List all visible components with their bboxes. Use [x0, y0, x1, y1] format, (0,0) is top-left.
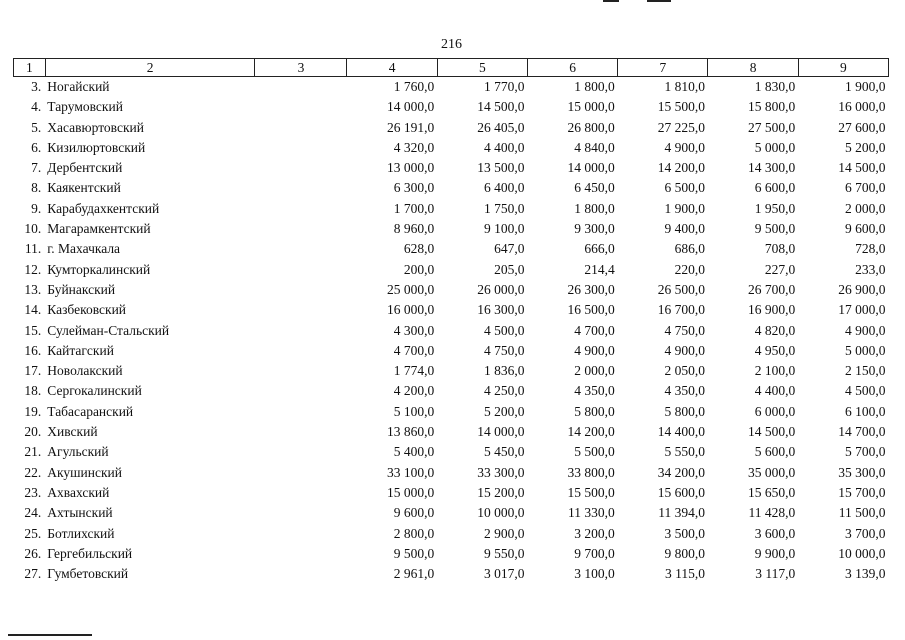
value-cell-col-9: 27 600,0 — [838, 119, 886, 135]
row-number: 24. — [24, 505, 42, 521]
value-cell-col-8: 15 800,0 — [747, 99, 796, 115]
row-number: 26. — [24, 545, 42, 561]
value-cell-col-7: 2 050,0 — [664, 363, 705, 379]
value-cell-col-6: 6 450,0 — [574, 180, 615, 196]
value-cell-col-7: 4 900,0 — [664, 342, 705, 358]
value-cell-col-8: 6 600,0 — [754, 180, 796, 196]
value-cell-col-8: 3 600,0 — [754, 525, 796, 541]
value-cell-col-6: 15 000,0 — [567, 99, 615, 115]
table-row — [14, 280, 889, 300]
row-number: 20. — [24, 424, 42, 440]
table-row — [14, 402, 889, 422]
value-cell-col-9: 3 139,0 — [845, 566, 886, 582]
row-number: 7. — [31, 160, 42, 176]
value-cell-col-5: 15 200,0 — [477, 484, 525, 500]
district-name: Буйнакский — [47, 281, 116, 297]
row-number: 12. — [24, 261, 42, 277]
table-row — [14, 219, 889, 239]
column-header-9: 9 — [798, 59, 888, 77]
table-row — [14, 300, 889, 320]
value-cell-col-8: 2 100,0 — [754, 363, 796, 379]
row-number: 16. — [24, 342, 42, 358]
value-cell-col-8: 1 830,0 — [754, 79, 796, 94]
value-cell-col-5: 4 750,0 — [483, 342, 525, 358]
value-cell-col-5: 2 900,0 — [483, 525, 525, 541]
value-cell-col-4: 1 760,0 — [393, 79, 435, 94]
value-cell-col-4: 33 100,0 — [386, 464, 435, 480]
value-cell-col-7: 16 700,0 — [657, 302, 705, 318]
table-row — [14, 260, 889, 280]
value-cell-col-9: 16 000,0 — [838, 99, 886, 115]
value-cell-col-6: 26 300,0 — [567, 281, 615, 297]
column-header-3: 3 — [255, 59, 347, 77]
value-cell-col-9: 233,0 — [855, 261, 886, 277]
value-cell-col-5: 26 405,0 — [477, 119, 525, 135]
column-header-6: 6 — [527, 59, 617, 77]
value-cell-col-7: 34 200,0 — [657, 464, 705, 480]
table-row — [14, 463, 889, 483]
value-cell-col-5: 10 000,0 — [477, 505, 525, 521]
table-row — [14, 361, 889, 381]
district-name: Ахвахский — [47, 484, 110, 500]
value-cell-col-7: 1 900,0 — [664, 200, 705, 216]
table-row — [14, 97, 889, 117]
value-cell-col-6: 33 800,0 — [567, 464, 615, 480]
value-cell-col-7: 5 550,0 — [664, 444, 705, 460]
value-cell-col-4: 13 000,0 — [386, 160, 435, 176]
value-cell-col-9: 6 100,0 — [845, 403, 886, 419]
district-name: Ахтынский — [47, 505, 113, 521]
row-number: 15. — [24, 322, 42, 338]
value-cell-col-8: 14 300,0 — [747, 160, 796, 176]
row-number: 27. — [24, 566, 42, 582]
value-cell-col-8: 16 900,0 — [747, 302, 796, 318]
row-number: 3. — [31, 79, 42, 94]
value-cell-col-8: 227,0 — [764, 261, 796, 277]
header-row — [14, 59, 889, 77]
value-cell-col-4: 628,0 — [403, 241, 435, 257]
row-number: 19. — [24, 403, 42, 419]
value-cell-col-6: 5 800,0 — [574, 403, 615, 419]
table-row — [14, 158, 889, 178]
value-cell-col-9: 1 900,0 — [845, 79, 886, 94]
row-number: 9. — [31, 200, 42, 216]
value-cell-col-7: 220,0 — [674, 261, 705, 277]
value-cell-col-4: 26 191,0 — [386, 119, 435, 135]
value-cell-col-7: 4 750,0 — [664, 322, 705, 338]
value-cell-col-4: 4 200,0 — [393, 383, 435, 399]
value-cell-col-7: 15 500,0 — [657, 99, 705, 115]
value-cell-col-6: 2 000,0 — [574, 363, 615, 379]
value-cell-col-9: 3 700,0 — [845, 525, 886, 541]
value-cell-col-9: 5 200,0 — [845, 139, 886, 155]
table-row — [14, 422, 889, 442]
table-row — [14, 341, 889, 361]
value-cell-col-7: 27 225,0 — [657, 119, 705, 135]
scan-edge-mark — [647, 0, 671, 2]
row-number: 25. — [24, 525, 42, 541]
table-row — [14, 524, 889, 544]
district-name: Ботлихский — [47, 525, 115, 541]
value-cell-col-6: 14 000,0 — [567, 160, 615, 176]
table-row — [14, 178, 889, 198]
value-cell-col-8: 708,0 — [764, 241, 796, 257]
value-cell-col-4: 4 700,0 — [393, 342, 435, 358]
value-cell-col-9: 5 000,0 — [845, 342, 886, 358]
page-number: 216 — [441, 37, 462, 52]
value-cell-col-6: 3 200,0 — [574, 525, 615, 541]
value-cell-col-9: 6 700,0 — [845, 180, 886, 196]
row-number: 14. — [24, 302, 42, 318]
value-cell-col-7: 4 900,0 — [664, 139, 705, 155]
scan-edge-mark — [603, 0, 619, 2]
value-cell-col-9: 9 600,0 — [845, 221, 886, 237]
value-cell-col-8: 35 000,0 — [747, 464, 796, 480]
value-cell-col-8: 14 500,0 — [747, 424, 796, 440]
value-cell-col-4: 1 774,0 — [393, 363, 435, 379]
district-name: Табасаранский — [47, 403, 134, 419]
value-cell-col-7: 6 500,0 — [664, 180, 705, 196]
value-cell-col-4: 2 961,0 — [393, 566, 435, 582]
district-name: Сергокалинский — [47, 383, 142, 399]
row-number: 22. — [24, 464, 42, 480]
table-row — [14, 77, 889, 98]
district-name: Гумбетовский — [47, 566, 129, 582]
table-header — [14, 59, 889, 77]
value-cell-col-8: 6 000,0 — [754, 403, 796, 419]
value-cell-col-5: 1 750,0 — [483, 200, 525, 216]
value-cell-col-6: 4 840,0 — [574, 139, 615, 155]
district-name: Кизилюртовский — [47, 139, 146, 155]
value-cell-col-9: 2 000,0 — [845, 200, 886, 216]
value-cell-col-6: 26 800,0 — [567, 119, 615, 135]
value-cell-col-6: 214,4 — [584, 261, 615, 277]
table-row — [14, 199, 889, 219]
row-number: 10. — [24, 221, 42, 237]
value-cell-col-5: 4 500,0 — [483, 322, 525, 338]
district-name: Тарумовский — [47, 99, 123, 115]
column-header-2: 2 — [45, 59, 255, 77]
value-cell-col-8: 3 117,0 — [755, 566, 796, 582]
district-name: Дербентский — [47, 160, 123, 176]
value-cell-col-4: 14 000,0 — [386, 99, 435, 115]
column-header-8: 8 — [708, 59, 798, 77]
value-cell-col-9: 10 000,0 — [838, 545, 886, 561]
value-cell-col-9: 4 500,0 — [845, 383, 886, 399]
value-cell-col-5: 1 836,0 — [483, 363, 525, 379]
value-cell-col-4: 5 100,0 — [393, 403, 435, 419]
value-cell-col-5: 9 100,0 — [483, 221, 525, 237]
table-row — [14, 503, 889, 523]
value-cell-col-4: 2 800,0 — [393, 525, 435, 541]
value-cell-col-7: 5 800,0 — [664, 403, 705, 419]
value-cell-col-6: 11 330,0 — [567, 505, 615, 521]
district-name: Хасавюртовский — [47, 119, 144, 135]
value-cell-col-5: 647,0 — [494, 241, 525, 257]
value-cell-col-8: 4 820,0 — [754, 322, 796, 338]
value-cell-col-7: 9 400,0 — [664, 221, 705, 237]
table-row — [14, 321, 889, 341]
table-row — [14, 483, 889, 503]
value-cell-col-7: 9 800,0 — [664, 545, 705, 561]
table-row — [14, 118, 889, 138]
value-cell-col-6: 4 900,0 — [574, 342, 615, 358]
value-cell-col-4: 5 400,0 — [393, 444, 435, 460]
table-body — [14, 77, 889, 585]
row-number: 5. — [31, 119, 42, 135]
data-table — [13, 58, 889, 584]
table-row — [14, 239, 889, 259]
value-cell-col-7: 3 500,0 — [664, 525, 705, 541]
district-name: Ногайский — [47, 79, 110, 94]
value-cell-col-9: 14 700,0 — [838, 424, 886, 440]
value-cell-col-4: 13 860,0 — [386, 424, 435, 440]
value-cell-col-9: 5 700,0 — [845, 444, 886, 460]
value-cell-col-9: 2 150,0 — [845, 363, 886, 379]
district-name: г. Махачкала — [47, 241, 121, 257]
value-cell-col-5: 4 250,0 — [483, 383, 525, 399]
district-name: Гергебильский — [47, 545, 133, 561]
district-name: Кумторкалинский — [47, 261, 151, 277]
value-cell-col-5: 1 770,0 — [483, 79, 525, 94]
value-cell-col-9: 4 900,0 — [845, 322, 886, 338]
table-row — [14, 442, 889, 462]
row-number: 6. — [31, 139, 42, 155]
value-cell-col-9: 728,0 — [855, 241, 886, 257]
value-cell-col-5: 9 550,0 — [483, 545, 525, 561]
row-number: 17. — [24, 363, 42, 379]
value-cell-col-7: 686,0 — [674, 241, 705, 257]
district-name: Магарамкентский — [47, 221, 151, 237]
column-header-7: 7 — [618, 59, 708, 77]
value-cell-col-5: 14 500,0 — [477, 99, 525, 115]
district-name: Каякентский — [47, 180, 121, 196]
value-cell-col-6: 9 300,0 — [574, 221, 615, 237]
value-cell-col-8: 4 400,0 — [754, 383, 796, 399]
value-cell-col-8: 4 950,0 — [754, 342, 796, 358]
value-cell-col-6: 1 800,0 — [574, 79, 615, 94]
value-cell-col-4: 9 600,0 — [393, 505, 435, 521]
value-cell-col-5: 14 000,0 — [477, 424, 525, 440]
value-cell-col-5: 6 400,0 — [483, 180, 525, 196]
district-name: Кайтагский — [47, 342, 114, 358]
value-cell-col-7: 26 500,0 — [657, 281, 705, 297]
value-cell-col-4: 8 960,0 — [393, 221, 435, 237]
value-cell-col-7: 14 400,0 — [657, 424, 705, 440]
column-header-4: 4 — [347, 59, 437, 77]
scan-edge-mark — [8, 634, 92, 636]
value-cell-col-4: 9 500,0 — [393, 545, 435, 561]
value-cell-col-5: 16 300,0 — [477, 302, 525, 318]
table-row — [14, 564, 889, 584]
column-header-1: 1 — [14, 59, 46, 77]
value-cell-col-5: 5 450,0 — [483, 444, 525, 460]
value-cell-col-8: 11 428,0 — [748, 505, 796, 521]
table-row — [14, 138, 889, 158]
district-name: Агульский — [47, 444, 109, 460]
value-cell-col-6: 3 100,0 — [574, 566, 615, 582]
value-cell-col-8: 9 500,0 — [754, 221, 796, 237]
row-number: 21. — [24, 444, 42, 460]
value-cell-col-9: 17 000,0 — [838, 302, 886, 318]
value-cell-col-5: 3 017,0 — [483, 566, 525, 582]
value-cell-col-7: 3 115,0 — [664, 566, 705, 582]
value-cell-col-4: 25 000,0 — [386, 281, 435, 297]
value-cell-col-6: 9 700,0 — [574, 545, 615, 561]
row-number: 18. — [24, 383, 42, 399]
column-header-5: 5 — [437, 59, 527, 77]
value-cell-col-6: 666,0 — [584, 241, 615, 257]
value-cell-col-8: 26 700,0 — [747, 281, 796, 297]
value-cell-col-9: 14 500,0 — [838, 160, 886, 176]
value-cell-col-6: 14 200,0 — [567, 424, 615, 440]
value-cell-col-9: 26 900,0 — [838, 281, 886, 297]
value-cell-col-5: 26 000,0 — [477, 281, 525, 297]
value-cell-col-5: 205,0 — [494, 261, 525, 277]
value-cell-col-6: 4 350,0 — [574, 383, 615, 399]
row-number: 8. — [31, 180, 42, 196]
value-cell-col-4: 200,0 — [403, 261, 435, 277]
district-name: Сулейман-Стальский — [47, 322, 170, 338]
district-name: Акушинский — [47, 464, 122, 480]
value-cell-col-6: 15 500,0 — [567, 484, 615, 500]
value-cell-col-7: 1 810,0 — [664, 79, 705, 94]
value-cell-col-9: 35 300,0 — [838, 464, 886, 480]
value-cell-col-5: 4 400,0 — [483, 139, 525, 155]
value-cell-col-5: 5 200,0 — [483, 403, 525, 419]
value-cell-col-6: 16 500,0 — [567, 302, 615, 318]
value-cell-col-8: 27 500,0 — [747, 119, 796, 135]
value-cell-col-4: 16 000,0 — [386, 302, 435, 318]
district-name: Хивский — [47, 424, 98, 440]
value-cell-col-7: 15 600,0 — [657, 484, 705, 500]
value-cell-col-4: 6 300,0 — [393, 180, 435, 196]
value-cell-col-5: 33 300,0 — [477, 464, 525, 480]
value-cell-col-6: 1 800,0 — [574, 200, 615, 216]
value-cell-col-7: 11 394,0 — [658, 505, 705, 521]
value-cell-col-4: 4 320,0 — [393, 139, 435, 155]
value-cell-col-9: 15 700,0 — [838, 484, 886, 500]
value-cell-col-4: 4 300,0 — [393, 322, 435, 338]
table-row — [14, 381, 889, 401]
district-name: Карабудахкентский — [47, 200, 160, 216]
value-cell-col-9: 11 500,0 — [838, 505, 886, 521]
value-cell-col-6: 4 700,0 — [574, 322, 615, 338]
value-cell-col-8: 15 650,0 — [747, 484, 796, 500]
value-cell-col-7: 14 200,0 — [657, 160, 705, 176]
value-cell-col-7: 4 350,0 — [664, 383, 705, 399]
table-row — [14, 544, 889, 564]
row-number: 23. — [24, 484, 42, 500]
value-cell-col-8: 5 600,0 — [754, 444, 796, 460]
value-cell-col-6: 5 500,0 — [574, 444, 615, 460]
value-cell-col-8: 5 000,0 — [754, 139, 796, 155]
value-cell-col-5: 13 500,0 — [477, 160, 525, 176]
row-number: 11. — [24, 241, 42, 257]
value-cell-col-8: 9 900,0 — [754, 545, 796, 561]
value-cell-col-4: 1 700,0 — [393, 200, 435, 216]
row-number: 13. — [24, 281, 42, 297]
row-number: 4. — [31, 99, 42, 115]
district-name: Новолакский — [47, 363, 123, 379]
value-cell-col-4: 15 000,0 — [386, 484, 435, 500]
value-cell-col-8: 1 950,0 — [754, 200, 796, 216]
district-name: Казбековский — [47, 302, 127, 318]
